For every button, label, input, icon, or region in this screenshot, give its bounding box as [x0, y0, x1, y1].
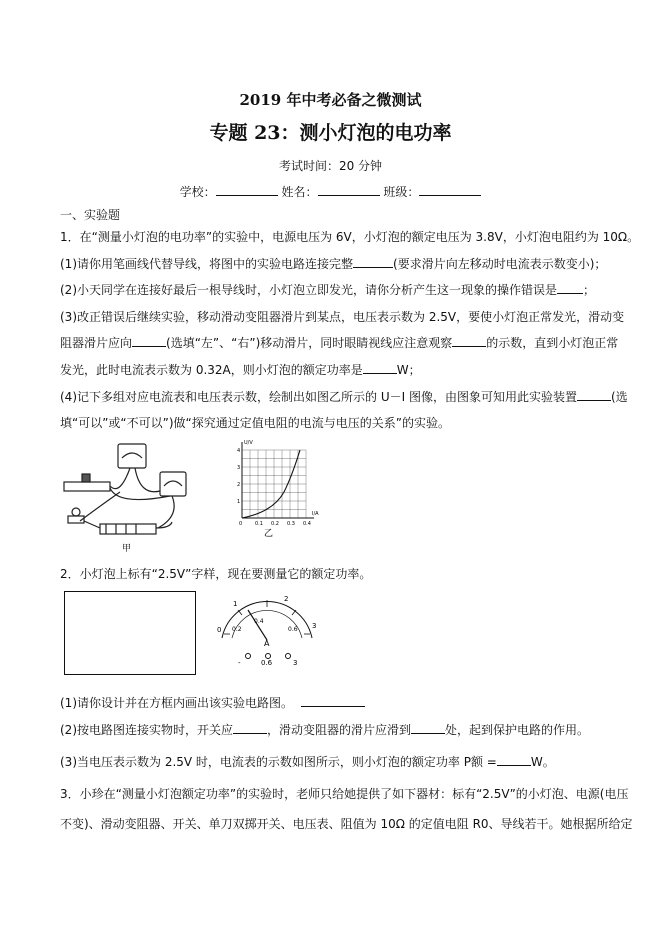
q1-part3-line3 — [60, 361, 421, 378]
q1-part4-text-b: (选 — [610, 390, 628, 404]
q1-part3-text-a: 阻器滑片应向 — [60, 336, 133, 350]
graph-xtick: 0.1 — [255, 521, 263, 527]
graph-ytick: 4 — [237, 448, 241, 454]
q2-part2-blank-2[interactable] — [411, 722, 445, 734]
terminal-neg — [246, 654, 251, 659]
topic-title: 专题 23：测小灯泡的电功率 — [209, 122, 452, 144]
meter-scale-label: 2 — [284, 596, 289, 603]
q2-part1-blank[interactable] — [301, 695, 365, 707]
graph-y-label: U/V — [244, 440, 253, 446]
voltmeter-box — [160, 472, 186, 496]
graph-ytick: 1 — [237, 499, 241, 505]
school-label: 学校： — [179, 185, 216, 199]
circuit-diagram-box[interactable] — [64, 591, 196, 675]
exam-time: 考试时间：20 分钟 — [278, 159, 383, 173]
graph-x-label: I/A — [312, 511, 319, 517]
q1-part1-text-2: (要求滑片向左移动时电流表示数变小)； — [393, 257, 607, 271]
q1-part2-text: (2)小天同学在连接好最后一根导线时，小灯泡立即发光，请你分析产生这一现象的操作错误是 — [60, 283, 558, 297]
q1-part1 — [60, 255, 606, 272]
q1-part3-text-b: (选填“左”、“右”)移动滑片，同时眼睛视线应注意观察 — [166, 336, 453, 350]
q3-stem-line2: 不变)、滑动变阻器、开关、单刀双掷开关、电压表、阻值为 10Ω 的定值电阻 R0、导线若干。她根据所给定 — [60, 817, 633, 831]
q1-part2-blank[interactable] — [557, 282, 583, 294]
q2-part2-text-a: (2)按电路图连接实物时，开关应 — [60, 723, 233, 737]
q1-part3-blank-1[interactable] — [132, 335, 166, 347]
figure-b-label: 乙 — [264, 529, 274, 539]
q2-part2-blank-1[interactable] — [233, 722, 267, 734]
q1-part2 — [60, 281, 595, 298]
q1-part3-text-d: 发光，此时电流表示数为 0.32A，则小灯泡的额定功率是 — [60, 363, 363, 377]
q2-part3 — [60, 753, 555, 770]
graph-ytick: 3 — [237, 465, 241, 471]
name-field[interactable] — [318, 183, 380, 196]
ammeter-box — [118, 444, 146, 468]
meter-inner-label: 0.6 — [288, 626, 298, 633]
terminal-3 — [286, 654, 291, 659]
rheostat — [100, 524, 156, 534]
q1-part1-text: (1)请你用笔画线代替导线，将图中的实验电路连接完整 — [60, 257, 354, 271]
section-heading: 一、实验题 — [60, 208, 121, 222]
q1-part4-blank[interactable] — [577, 389, 611, 401]
meter-unit: A — [264, 639, 270, 648]
student-info-row — [0, 183, 661, 200]
terminal-label: 0.6 — [261, 659, 273, 666]
q1-part4-text-a: (4)记下多组对应电流表和电压表示数，绘制出如图乙所示的 U－I 图像，由图象可知用此实验装置 — [60, 390, 577, 404]
q1-part4-line1 — [60, 388, 628, 405]
q2-stem: 2．小灯泡上标有“2.5V”字样，现在要测量它的额定功率。 — [60, 567, 372, 581]
graph-xtick: 0.2 — [271, 521, 279, 527]
graph-ytick: 2 — [237, 482, 241, 488]
q1-part3-text-c: 的示数，直到小灯泡正常 — [486, 336, 619, 350]
meter-inner-label: 0.4 — [254, 618, 264, 625]
q1-part4-line2: 填“可以”或“不可以”)做“探究通过定值电阻的电流与电压的关系”的实验。 — [60, 416, 450, 430]
q1-part3-line2 — [60, 334, 618, 351]
q3-stem-line1: 3．小珍在“测量小灯泡额定功率”的实验时，老师只给她提供了如下器材：标有“2.5V”的小灯泡、电源(电压 — [60, 787, 629, 801]
class-field[interactable] — [419, 183, 481, 196]
figure-circuit-apparatus — [60, 436, 200, 554]
q1-part3-line1: (3)改正错误后继续实验，移动滑动变阻器滑片到某点，电压表示数为 2.5V，要使小灯泡正常发光，滑动变 — [60, 310, 625, 324]
meter-scale-label: 1 — [233, 600, 238, 608]
q1-part3-blank-2[interactable] — [452, 335, 486, 347]
q2-part3-text-b: W。 — [530, 755, 555, 769]
graph-xtick: 0 — [239, 521, 243, 527]
terminal-label: - — [238, 659, 241, 666]
class-label: 班级： — [383, 185, 420, 199]
figure-ui-graph — [228, 436, 328, 542]
q1-part3-text-e: W； — [396, 363, 421, 377]
graph-xtick: 0.3 — [287, 521, 295, 527]
q2-part2 — [60, 721, 589, 738]
meter-scale-label: 3 — [312, 622, 317, 630]
exam-series-title: 2019 年中考必备之微测试 — [239, 91, 422, 109]
q1-part3-blank-3[interactable] — [363, 362, 397, 374]
graph-xtick: 0.4 — [303, 521, 311, 527]
q2-part1-text: (1)请你设计并在方框内画出该实验电路图。 — [60, 696, 293, 710]
terminal-label: 3 — [293, 659, 298, 666]
figure-a-label: 甲 — [122, 544, 132, 554]
q1-stem: 1．在“测量小灯泡的电功率”的实验中，电源电压为 6V，小灯泡的额定电压为 3.8V，小灯泡电阻约为 10Ω。 — [60, 230, 640, 244]
meter-inner-label: 0.2 — [232, 626, 242, 633]
q2-part3-text-a: (3)当电压表示数为 2.5V 时，电流表的示数如图所示，则小灯泡的额定功率 P额 = — [60, 755, 497, 769]
q2-part3-blank[interactable] — [497, 754, 531, 766]
meter-scale-label: 0 — [217, 626, 222, 634]
q1-part1-blank[interactable] — [353, 256, 393, 268]
q2-part1 — [60, 694, 365, 711]
name-label: 姓名： — [281, 185, 318, 199]
q2-part2-text-c: 处，起到保护电路的作用。 — [445, 723, 590, 737]
battery-pack — [64, 482, 110, 491]
school-field[interactable] — [216, 183, 278, 196]
q1-part2-text-2: ； — [583, 283, 596, 297]
terminal-0.6 — [266, 654, 271, 659]
ammeter-dial — [208, 596, 326, 666]
q2-part2-text-b: ，滑动变阻器的滑片应滑到 — [267, 723, 412, 737]
meter-needle — [248, 610, 267, 640]
